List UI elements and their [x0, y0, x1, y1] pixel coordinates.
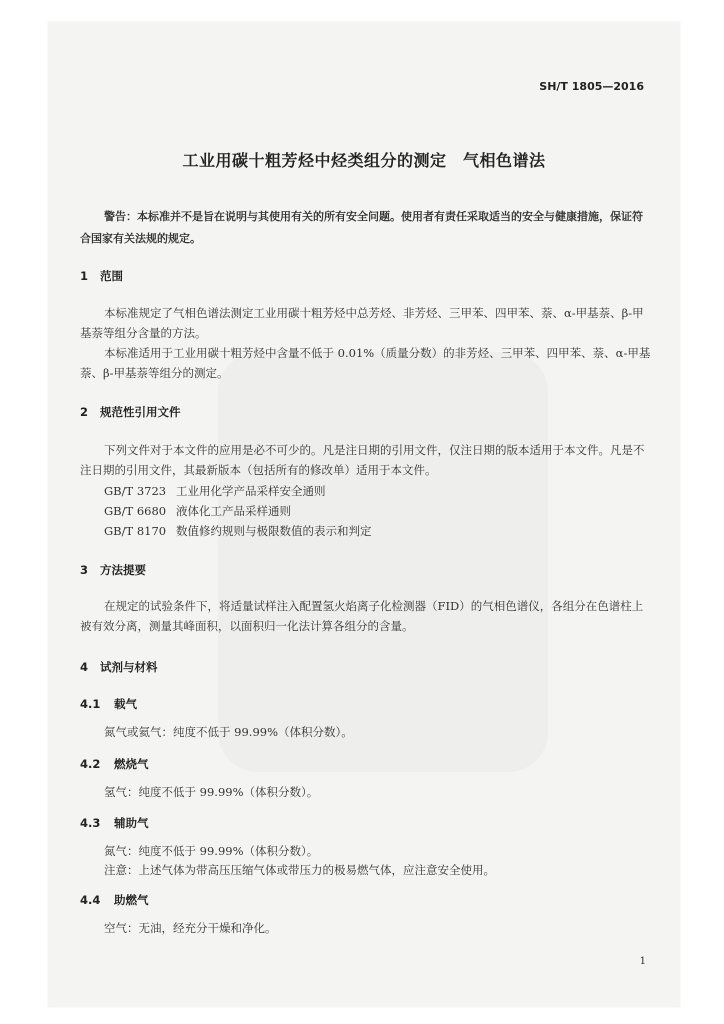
paragraph: 本标准适用于工业用碳十粗芳烃中含量不低于 0.01%（质量分数）的非芳烃、三甲苯、四甲苯、萘、α-甲基萘、β-甲基萘等组分的测定。 [80, 346, 651, 380]
section-title: 规范性引用文件 [100, 405, 181, 419]
section-2-body [80, 440, 652, 480]
standard-number: SH/T 1805—2016 [539, 80, 644, 93]
section-title: 试剂与材料 [100, 660, 158, 674]
subsection-title: 燃烧气 [114, 757, 149, 771]
subsection-title: 助燃气 [114, 893, 149, 907]
section-2-heading [80, 404, 181, 420]
reference-code: GB/T 8170 [104, 524, 167, 538]
subsection-4-1-text: 氮气或氦气：纯度不低于 99.99%（体积分数）。 [104, 725, 353, 739]
warning-paragraph [80, 206, 652, 250]
section-3-body [80, 596, 652, 636]
reference-code: GB/T 6680 [104, 504, 167, 518]
section-number: 4 [80, 660, 89, 674]
section-1-heading [80, 268, 123, 284]
subsection-4-3-text: 氮气：纯度不低于 99.99%（体积分数）。 [104, 844, 319, 858]
reference-name: 数值修约规则与极限数值的表示和判定 [176, 524, 372, 538]
section-1-body [80, 303, 652, 383]
section-number: 2 [80, 405, 89, 419]
reference-item [104, 483, 326, 499]
subsection-title: 载气 [114, 697, 137, 711]
subsection-number: 4.3 [80, 816, 101, 830]
reference-name: 工业用化学产品采样安全通则 [176, 484, 326, 498]
subsection-4-4-heading [80, 892, 149, 908]
page-number: 1 [639, 956, 646, 967]
subsection-4-2-heading [80, 756, 149, 772]
document-page [48, 22, 680, 1007]
reference-name: 液体化工产品采样通则 [176, 504, 291, 518]
subsection-4-1-heading [80, 696, 137, 712]
section-number: 3 [80, 563, 89, 577]
subsection-number: 4.2 [80, 757, 101, 771]
reference-item [104, 503, 291, 519]
subsection-number: 4.4 [80, 893, 101, 907]
subsection-4-4-text: 空气：无油，经充分干燥和净化。 [104, 921, 277, 935]
subsection-4-3-heading [80, 815, 149, 831]
reference-code: GB/T 3723 [104, 484, 167, 498]
safety-note: 注意：上述气体为带高压压缩气体或带压力的极易燃气体，应注意安全使用。 [104, 863, 495, 877]
section-4-heading [80, 659, 158, 675]
paragraph: 本标准规定了气相色谱法测定工业用碳十粗芳烃中总芳烃、非芳烃、三甲苯、四甲苯、萘、α-甲基萘、β-甲基萘等组分含量的方法。 [80, 306, 644, 340]
section-title: 方法提要 [100, 563, 146, 577]
section-number: 1 [80, 269, 89, 283]
subsection-number: 4.1 [80, 697, 101, 711]
document-title: 工业用碳十粗芳烃中烃类组分的测定 气相色谱法 [182, 151, 546, 170]
section-3-heading [80, 562, 146, 578]
warning-text: 警告：本标准并不是旨在说明与其使用有关的所有安全问题。使用者有责任采取适当的安全与健康措施，保证符合国家有关法规的规定。 [80, 210, 643, 245]
reference-item [104, 523, 372, 539]
paragraph: 在规定的试验条件下，将适量试样注入配置氢火焰离子化检测器（FID）的气相色谱仪，各组分在色谱柱上被有效分离，测量其峰面积，以面积归一化法计算各组分的含量。 [80, 599, 644, 633]
subsection-4-2-text: 氢气：纯度不低于 99.99%（体积分数）。 [104, 785, 319, 799]
watermark [218, 352, 548, 772]
subsection-title: 辅助气 [114, 816, 149, 830]
section-title: 范围 [100, 269, 123, 283]
paragraph: 下列文件对于本文件的应用是必不可少的。凡是注日期的引用文件，仅注日期的版本适用于本文件。凡是不注日期的引用文件，其最新版本（包括所有的修改单）适用于本文件。 [80, 443, 645, 477]
